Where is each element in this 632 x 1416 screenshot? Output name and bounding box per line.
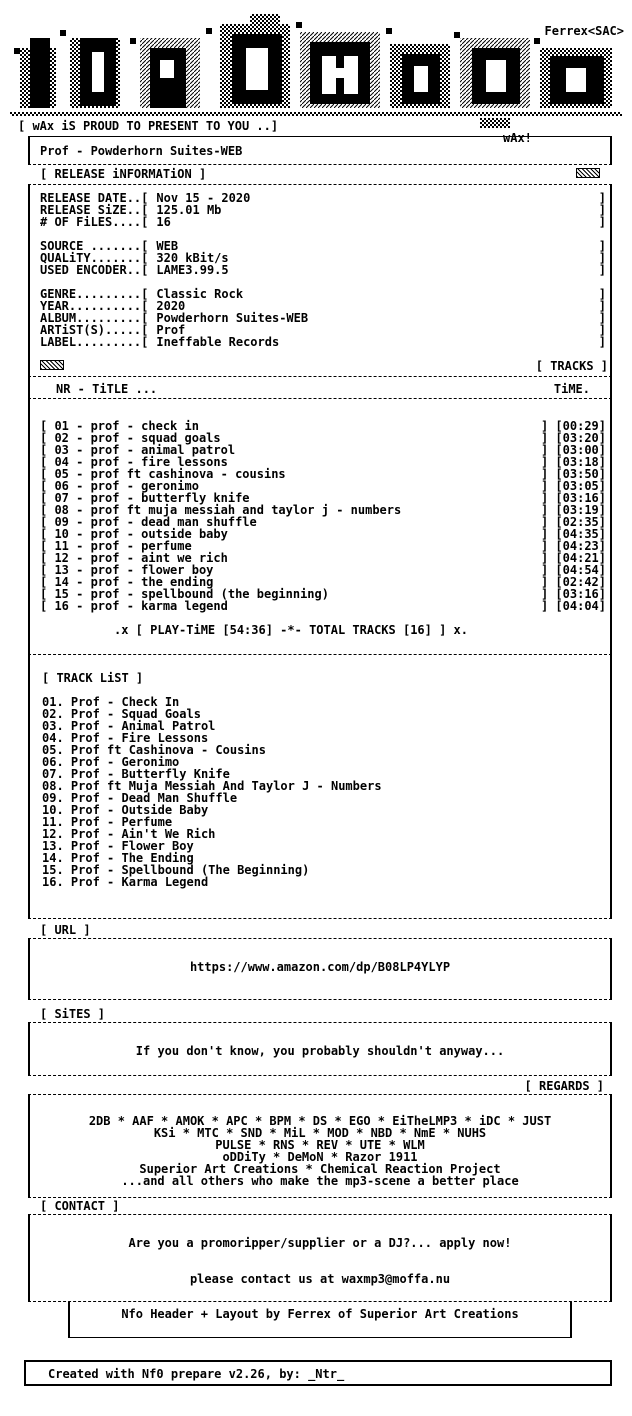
track-time: ] [03:16] (540, 491, 606, 505)
list-item: 09. Prof - Dead Man Shuffle (42, 791, 238, 805)
tagline: [ wAx iS PROUD TO PRESENT TO YOU ..] (18, 119, 279, 133)
header-credit: Ferrex<SAC> (544, 24, 624, 38)
track-title: [ 10 - prof - outside baby (40, 527, 228, 541)
track-time: ] [04:04] (540, 599, 606, 613)
release-info-row (40, 216, 606, 228)
bracket: ] (598, 323, 606, 337)
track-title: [ 09 - prof - dead man shuffle (40, 515, 257, 529)
track-row (40, 600, 606, 612)
list-item: 10. Prof - Outside Baby (42, 803, 209, 817)
regards-line: Superior Art Creations * Chemical Reaction Project (139, 1162, 501, 1176)
track-time: ] [03:20] (540, 431, 606, 445)
release-info-label: RELEASE SiZE..[ (40, 203, 149, 217)
track-time: ] [00:29] (540, 419, 606, 433)
wax-ascii-logo (10, 8, 622, 128)
release-info-value: 2020 (156, 299, 186, 313)
tracks-header-box (28, 376, 612, 398)
bracket: ] (598, 191, 606, 205)
regards-box (28, 1094, 612, 1198)
release-info-label: LABEL.........[ (40, 335, 149, 349)
list-item: 02. Prof - Squad Goals (42, 707, 201, 721)
track-time: ] [02:42] (540, 575, 606, 589)
release-info-row (40, 264, 606, 276)
bracket: ] (598, 311, 606, 325)
hatch-decoration (576, 168, 600, 178)
regards-line: oDDiTy * DeMoN * Razor 1911 (222, 1150, 418, 1164)
track-time: ] [03:05] (540, 479, 606, 493)
release-info-label: ALBUM.........[ (40, 311, 149, 325)
track-title: [ 13 - prof - flower boy (40, 563, 214, 577)
list-item: 07. Prof - Butterfly Knife (42, 767, 230, 781)
list-item: 05. Prof ft Cashinova - Cousins (42, 743, 266, 757)
track-title: [ 16 - prof - karma legend (40, 599, 228, 613)
bracket: ] (598, 215, 606, 229)
regards-line: PULSE * RNS * REV * UTE * WLM (215, 1138, 425, 1152)
col-time: TiME. (553, 382, 590, 396)
playtime-summary: .x [ PLAY-TiME [54:36] -*- TOTAL TRACKS [16] ] x. (114, 623, 469, 637)
sites-box (28, 1022, 612, 1076)
track-time: ] [03:16] (540, 587, 606, 601)
url-heading: [ URL ] (40, 923, 91, 937)
bracket: ] (598, 251, 606, 265)
track-title: [ 14 - prof - the ending (40, 575, 214, 589)
release-info-value: 125.01 Mb (156, 203, 222, 217)
release-info-label: SOURCE .......[ (40, 239, 149, 253)
tracks-tag: [ TRACKS ] (535, 359, 608, 373)
list-item: 06. Prof - Geronimo (42, 755, 180, 769)
contact-box (28, 1214, 612, 1302)
wax-signature: wAx! (503, 131, 532, 145)
track-time: ] [03:18] (540, 455, 606, 469)
list-item: 13. Prof - Flower Boy (42, 839, 194, 853)
url-link[interactable]: https://www.amazon.com/dp/B08LP4YLYP (189, 960, 451, 974)
track-title: [ 06 - prof - geronimo (40, 479, 199, 493)
bracket: ] (598, 335, 606, 349)
regards-line: KSi * MTC * SND * MiL * MOD * NBD * NmE * NUHS (153, 1126, 487, 1140)
regards-list (30, 1115, 610, 1187)
track-title: [ 03 - prof - animal patrol (40, 443, 236, 457)
release-info-label: ARTiST(S).....[ (40, 323, 149, 337)
hatch-decoration (40, 360, 64, 370)
bracket: ] (598, 299, 606, 313)
tracks-list (40, 420, 606, 612)
tracks-box (28, 398, 612, 654)
list-item: 03. Prof - Animal Patrol (42, 719, 216, 733)
release-title-box (28, 136, 612, 164)
release-info-value: Powderhorn Suites-WEB (156, 311, 309, 325)
sites-heading: [ SiTES ] (40, 1007, 106, 1021)
bracket: ] (598, 203, 606, 217)
list-item: 15. Prof - Spellbound (The Beginning) (42, 863, 310, 877)
track-title: [ 05 - prof ft cashinova - cousins (40, 467, 286, 481)
contact-email[interactable]: please contact us at waxmp3@moffa.nu (189, 1272, 451, 1286)
release-info-label: # OF FiLES....[ (40, 215, 149, 229)
release-info-label: GENRE.........[ (40, 287, 149, 301)
release-info-row (40, 336, 606, 348)
track-title: [ 04 - prof - fire lessons (40, 455, 228, 469)
release-info-value: 320 kBit/s (156, 251, 229, 265)
bracket: ] (598, 287, 606, 301)
release-info-value: Nov 15 - 2020 (156, 191, 251, 205)
release-title: Prof - Powderhorn Suites-WEB (40, 144, 243, 158)
track-time: ] [03:00] (540, 443, 606, 457)
release-info-rows (40, 192, 606, 348)
track-list-items (42, 696, 382, 888)
regards-line: ...and all others who make the mp3-scene a better place (121, 1174, 519, 1188)
release-info-value: Classic Rock (156, 287, 244, 301)
contact-line-1: Are you a promoripper/supplier or a DJ?... apply now! (128, 1236, 512, 1250)
track-time: ] [04:23] (540, 539, 606, 553)
release-info-heading: [ RELEASE iNFORMATiON ] (40, 167, 207, 181)
release-info-box (28, 184, 612, 376)
list-item: 16. Prof - Karma Legend (42, 875, 209, 889)
list-item: 01. Prof - Check In (42, 695, 180, 709)
bracket: ] (598, 263, 606, 277)
url-box (28, 938, 612, 1000)
list-item: 04. Prof - Fire Lessons (42, 731, 209, 745)
bracket: ] (598, 239, 606, 253)
track-title: [ 01 - prof - check in (40, 419, 199, 433)
col-title: NR - TiTLE ... (56, 382, 158, 396)
release-info-label: USED ENCODER..[ (40, 263, 149, 277)
regards-line: 2DB * AAF * AMOK * APC * BPM * DS * EGO * EiTheLMP3 * iDC * JUST (88, 1114, 552, 1128)
footer-credit: Nfo Header + Layout by Ferrex of Superior Art Creations (121, 1307, 519, 1321)
created-box (24, 1360, 612, 1386)
contact-heading: [ CONTACT ] (40, 1199, 120, 1213)
release-info-label: QUALiTY.......[ (40, 251, 149, 265)
list-item: 12. Prof - Ain't We Rich (42, 827, 216, 841)
list-item: 11. Prof - Perfume (42, 815, 173, 829)
release-info-value: 16 (156, 215, 171, 229)
track-time: ] [04:54] (540, 563, 606, 577)
track-title: [ 08 - prof ft muja messiah and taylor j - numbers (40, 503, 402, 517)
track-title: [ 15 - prof - spellbound (the beginning) (40, 587, 329, 601)
track-title: [ 07 - prof - butterfly knife (40, 491, 250, 505)
track-time: ] [04:21] (540, 551, 606, 565)
track-title: [ 12 - prof - aint we rich (40, 551, 228, 565)
track-list-heading: [ TRACK LiST ] (42, 671, 144, 685)
regards-heading: [ REGARDS ] (524, 1079, 604, 1093)
list-item: 14. Prof - The Ending (42, 851, 194, 865)
sites-text: If you don't know, you probably shouldn't anyway... (135, 1044, 505, 1058)
created-with: Created with Nf0 prepare v2.26, by: _Ntr_ (48, 1367, 345, 1381)
release-info-value: Prof (156, 323, 186, 337)
track-time: ] [04:35] (540, 527, 606, 541)
track-list-box (28, 654, 612, 918)
track-title: [ 11 - prof - perfume (40, 539, 192, 553)
release-info-label: RELEASE DATE..[ (40, 191, 149, 205)
release-info-label: YEAR..........[ (40, 299, 149, 313)
release-info-value: LAME3.99.5 (156, 263, 229, 277)
track-time: ] [02:35] (540, 515, 606, 529)
release-info-value: WEB (156, 239, 179, 253)
track-time: ] [03:50] (540, 467, 606, 481)
list-item: 08. Prof ft Muja Messiah And Taylor J - Numbers (42, 779, 382, 793)
release-info-value: Ineffable Records (156, 335, 280, 349)
footer-credit-box (68, 1302, 572, 1338)
track-time: ] [03:19] (540, 503, 606, 517)
track-title: [ 02 - prof - squad goals (40, 431, 221, 445)
